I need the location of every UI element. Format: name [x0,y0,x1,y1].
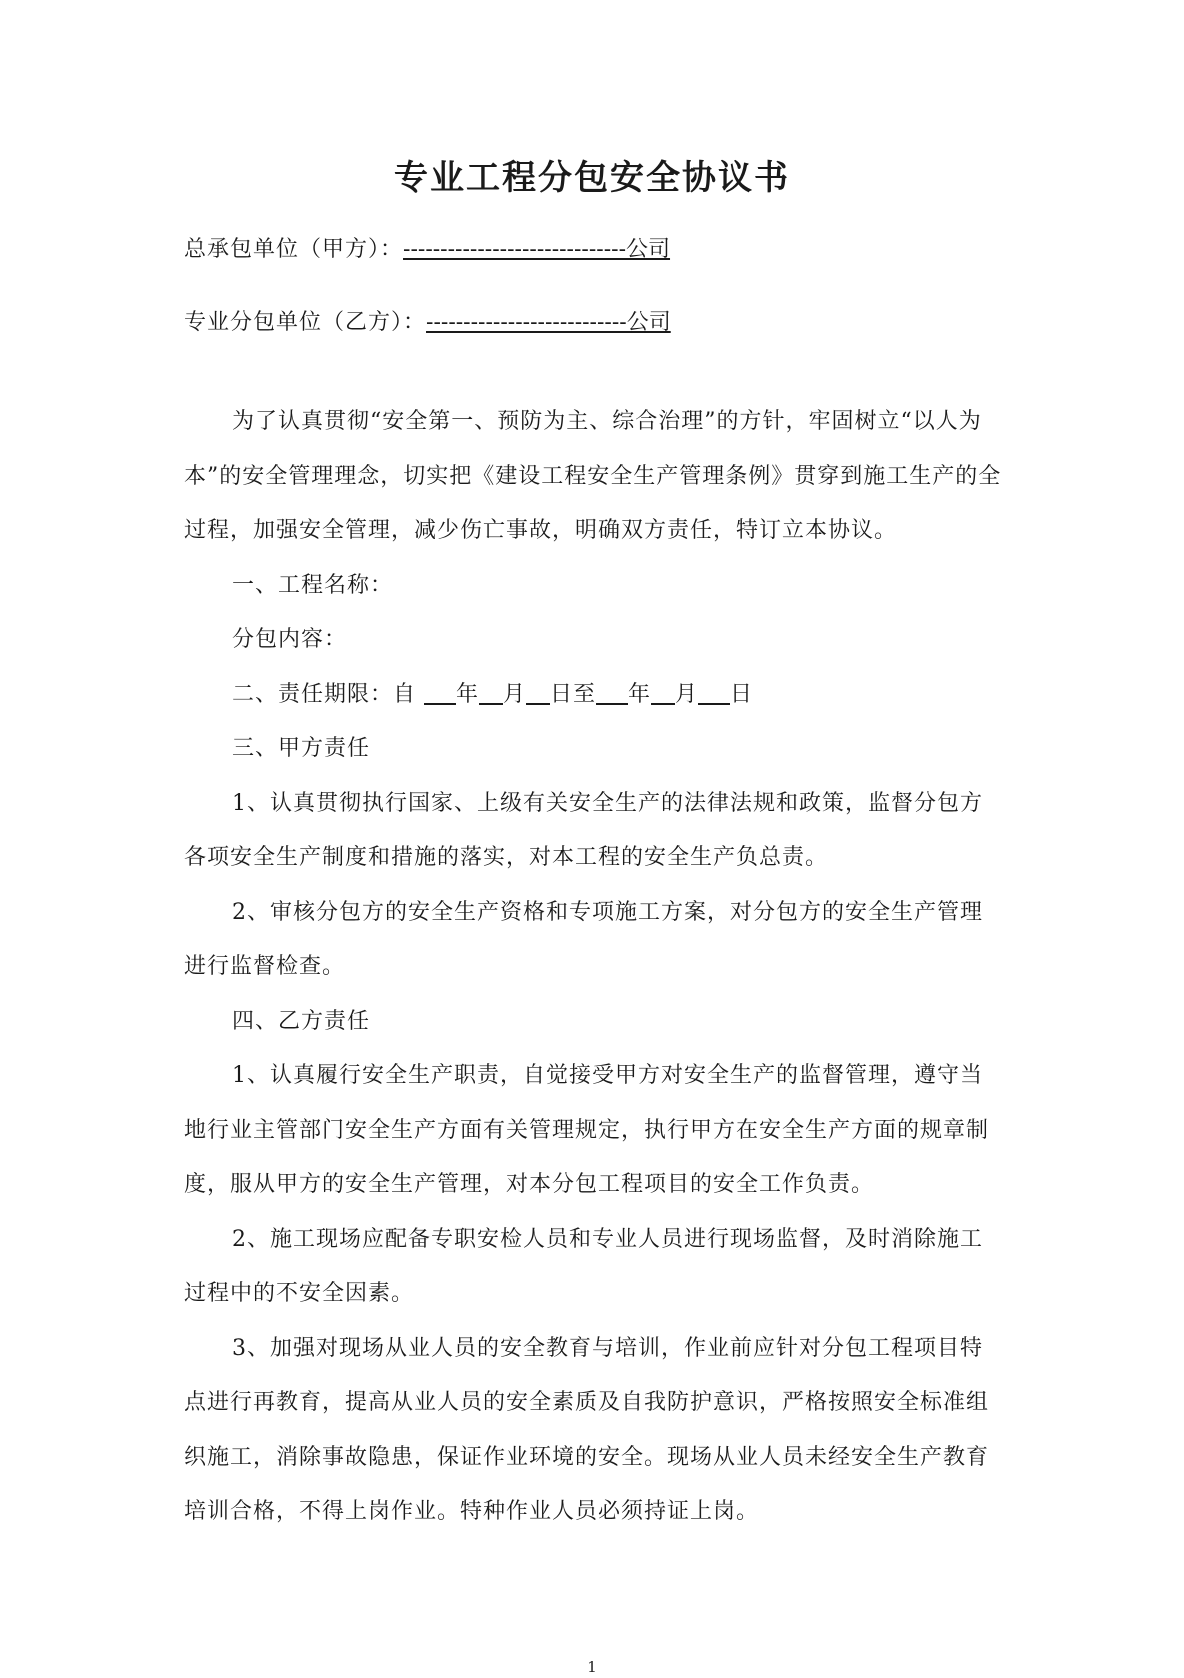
intro-paragraph: 为了认真贯彻“安全第一、预防为主、综合治理”的方针，牢固树立“以人为本”的安全管理理念，切实把《建设工程安全生产管理条例》贯穿到施工生产的全过程，加强安全管理，减少伤亡事故，明确双方责任，特订立本协议。 [184,409,1002,543]
document-title: 专业工程分包安全协议书 [394,158,790,198]
party-b-item: 1、认真履行安全生产职责，自觉接受甲方对安全生产的监督管理，遵守当地行业主管部门安全生产方面有关管理规定，执行甲方在安全生产方面的规章制度，服从甲方的安全生产管理，对本分包工程项目的安全工作负责。 [184,1063,990,1197]
party-a-label: 总承包单位（甲方）： [184,237,404,262]
party-b-blank: ---------------------------公司 [426,310,671,335]
party-a-item: 1、认真贯彻执行国家、上级有关安全生产的法律法规和政策，监督分包方各项安全生产制度和措施的落实，对本工程的安全生产负总责。 [184,790,983,870]
subcontract-content: 分包内容： [232,627,348,652]
section-project-name: 一、工程名称： [232,572,394,598]
term-label: 二、责任期限：自 [232,681,417,707]
party-a-item: 2、审核分包方的安全生产资格和专项施工方案，对分包方的安全生产管理进行监督检查。 [184,899,983,979]
term-blank [479,682,503,707]
document-body [184,395,1004,1540]
term-blank [651,682,675,707]
term-day-1: 日至 [550,681,597,707]
term-blank [526,682,550,707]
party-a-blank: ------------------------------公司 [403,237,671,262]
term-year-1: 年 [456,681,480,707]
section-party-a-duties: 三、甲方责任 [232,736,371,761]
party-a-line [184,232,670,263]
term-blank [424,682,456,707]
party-b-label: 专业分包单位（乙方）： [184,310,427,335]
party-b-item: 3、加强对现场从业人员的安全教育与培训，作业前应针对分包工程项目特点进行再教育，提高从业人员的安全素质及自我防护意识，严格按照安全标准组织施工，消除事故隐患，保证作业环境的安全。现场从业人员未经安全生产教育培训合格，不得上岗作业。特种作业人员必须持证上岗。 [184,1335,990,1524]
term-month-1: 月 [503,681,527,707]
section-party-b-duties: 四、乙方责任 [232,1008,371,1034]
term-day-2: 日 [730,681,754,707]
party-b-item: 2、施工现场应配备专职安检人员和专业人员进行现场监督，及时消除施工过程中的不安全因素。 [184,1226,983,1306]
term-month-2: 月 [675,681,699,707]
term-blank [596,682,628,707]
section-term [184,668,1004,723]
term-year-2: 年 [628,681,652,707]
term-blank [698,682,730,707]
page-number: 1 [587,1658,597,1676]
party-b-line [184,305,671,336]
